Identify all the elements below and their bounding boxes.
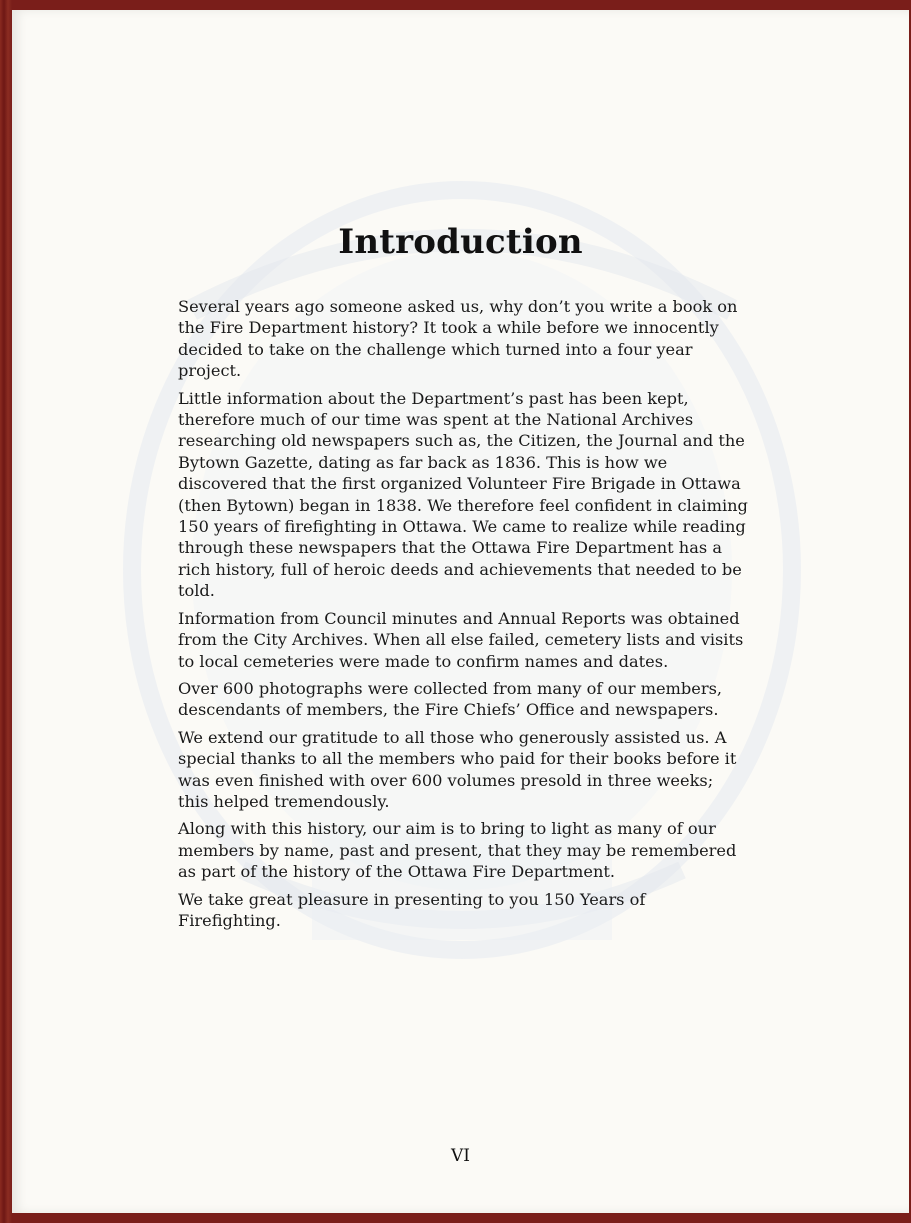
- paragraph: Little information about the Department’s past has been kept, therefore much of our time was spent at the National Archives researching old newspapers such as, the Citizen, the Journal and the Bytown Gazette, dating as far back as 1836. This is how we discovered that the first organized Volunteer Fire Brigade in Ottawa (then Bytown) began in 1838. We therefore feel confident in claiming 150 years of firefighting in Ottawa. We came to realize while reading through these newspapers that the Ottawa Fire Department has a rich history, full of heroic deeds and achievements that needed to be told.: [178, 388, 748, 601]
- paragraph: Several years ago someone asked us, why don’t you write a book on the Fire Department history? It took a while before we innocently decided to take on the challenge which turned into a four year project.: [178, 297, 738, 381]
- paragraph: We extend our gratitude to all those who generously assisted us. A special thanks to all the members who paid for their books before it was even finished with over 600 volumes presold in three weeks; this helped tremendously.: [178, 727, 737, 811]
- paragraph: We take great pleasure in presenting to you 150 Years of Firefighting.: [178, 889, 646, 930]
- book-page: [12, 10, 909, 1213]
- page-title: Introduction: [338, 222, 583, 262]
- introduction-body: [178, 296, 748, 937]
- paragraph: Over 600 photographs were collected from many of our members, descendants of members, the Fire Chiefs’ Office and newspapers.: [178, 678, 723, 720]
- page-number: VI: [451, 1146, 470, 1166]
- paragraph: Along with this history, our aim is to bring to light as many of our members by name, past and present, that they may be remembered as part of the history of the Ottawa Fire Department.: [178, 819, 737, 882]
- paragraph: Information from Council minutes and Annual Reports was obtained from the City Archives. When all else failed, cemetery lists and visits to local cemeteries were made to confirm names and dates.: [178, 608, 744, 671]
